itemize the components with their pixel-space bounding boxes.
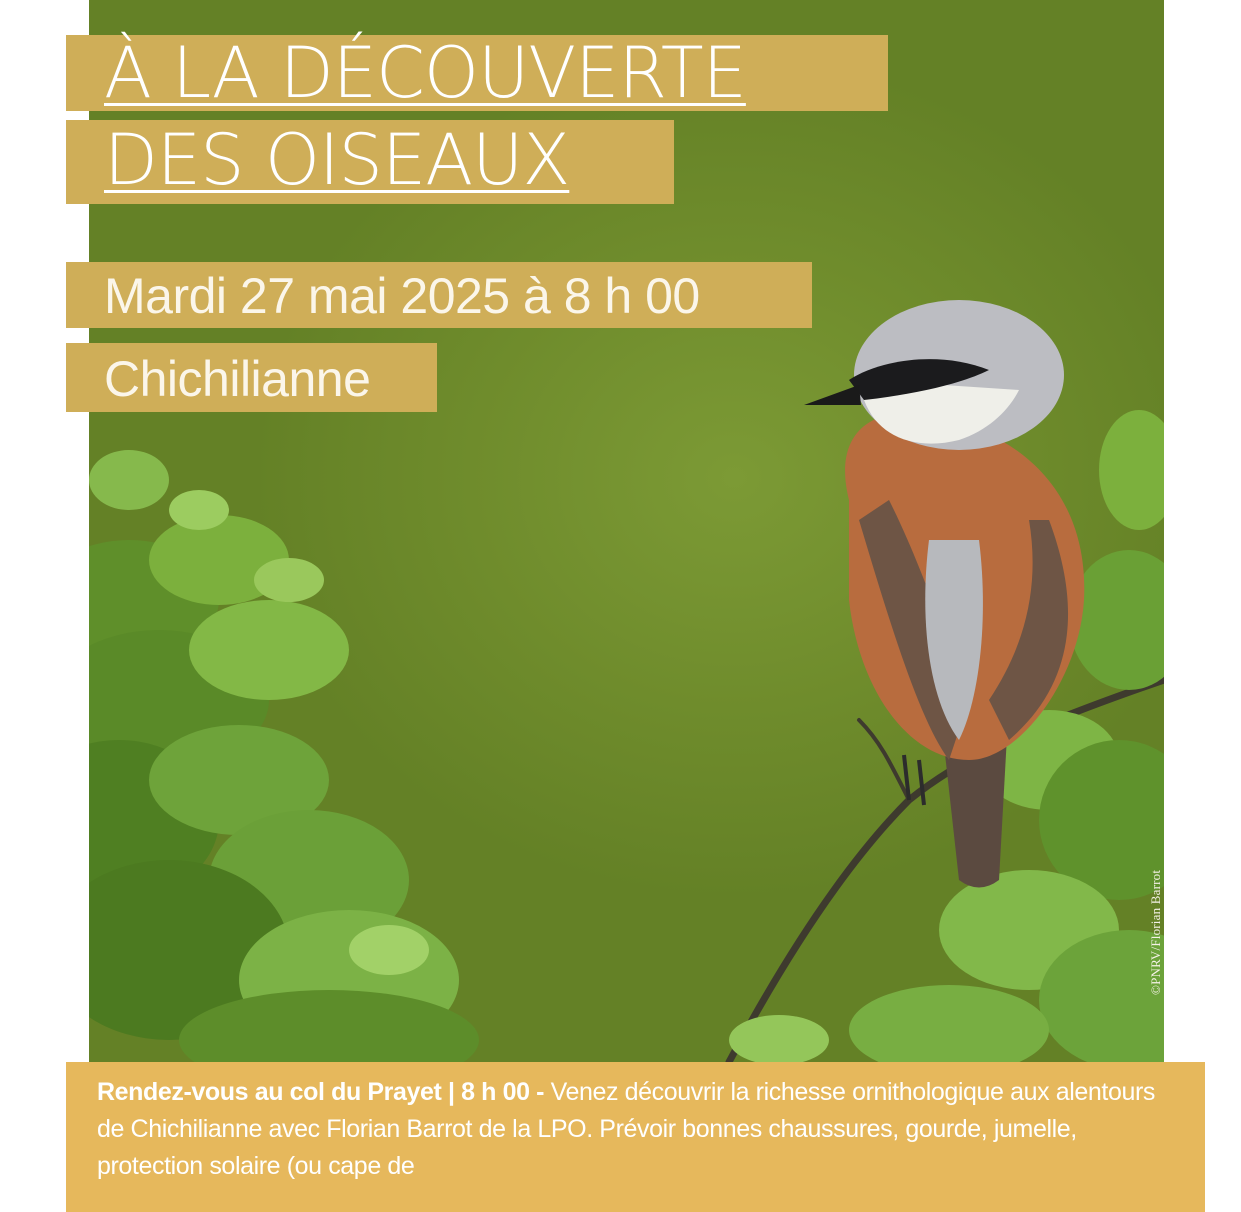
photo-credit: ©PNRV/Florian Barrot (1148, 869, 1163, 995)
title-line-2: DES OISEAUX (104, 119, 570, 201)
event-date: Mardi 27 mai 2025 à 8 h 00 (66, 262, 812, 328)
title-band-2 (66, 120, 674, 204)
event-place: Chichilianne (66, 343, 437, 412)
info-lead: Rendez-vous au col du Prayet | 8 h 00 - (97, 1078, 545, 1106)
info-box (66, 1062, 1205, 1212)
left-foliage (89, 450, 479, 1062)
title-band-1 (66, 32, 888, 114)
title-line-1: À LA DÉCOUVERTE (104, 32, 746, 114)
info-body: Venez découvrir la richesse ornithologique aux alentours de Chichilianne avec Florian Barrot de la LPO. Prévoir bonnes chaussures, gourde, jumelle, protection solaire (ou cape de (97, 1078, 1155, 1180)
